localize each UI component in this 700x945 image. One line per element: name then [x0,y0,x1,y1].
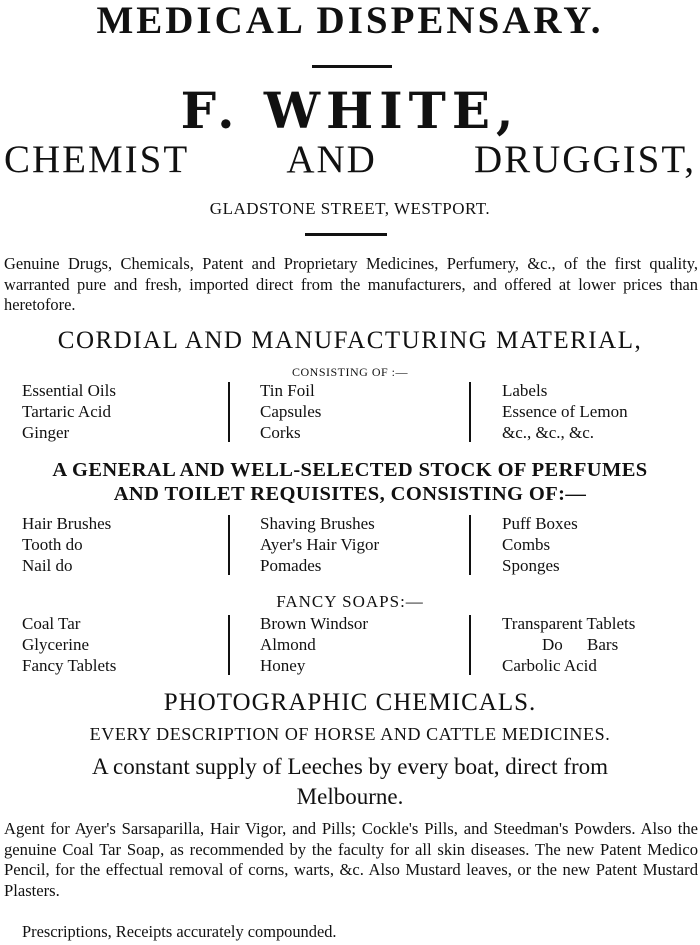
list-item: Puff Boxes [502,514,578,533]
trade-word-and: AND [286,138,377,181]
column-divider [228,382,230,442]
column-divider [469,515,471,575]
prescriptions-line: Prescriptions, Receipts accurately compounded. [22,922,337,941]
list-item: Transparent Tablets [502,614,636,633]
cordial-col-1 [22,380,116,443]
list-item: Glycerine [22,635,90,654]
horse-cattle-heading: EVERY DESCRIPTION OF HORSE AND CATTLE MEDICINES. [89,724,611,744]
list-item: Honey [260,656,306,675]
trade-word-chemist: CHEMIST [4,138,190,181]
list-item: Ginger [22,423,70,442]
perfumes-heading-line-1: A GENERAL AND WELL-SELECTED STOCK OF PERFUMES [52,459,648,481]
list-item: Combs [502,535,551,554]
list-item: Coal Tar [22,614,81,633]
leeches-line-1: A constant supply of Leeches by every boat, direct from [91,754,609,779]
soaps-col-1 [22,613,116,676]
trade-line [0,138,700,182]
list-item: Fancy Tablets [22,656,117,675]
column-divider [469,382,471,442]
list-item: Nail do [22,556,73,575]
cordial-subheading: CONSISTING OF :— [291,365,408,379]
fancy-soaps-heading: FANCY SOAPS:— [276,592,424,611]
cordial-col-2 [260,380,321,443]
list-item: Carbolic Acid [502,656,597,675]
list-item: Ayer's Hair Vigor [260,535,380,554]
list-item: Labels [502,381,548,400]
cordial-col-3 [502,380,628,443]
list-item: &c., &c., &c. [502,423,595,442]
list-item: Essence of Lemon [502,402,628,421]
list-item: Brown Windsor [260,614,369,633]
soaps-col-3 [502,613,635,676]
trade-word-druggist: DRUGGIST, [473,138,696,181]
list-item: Tartaric Acid [22,402,111,421]
perfumes-col-3 [502,513,578,576]
cordial-heading: CORDIAL AND MANUFACTURING MATERIAL, [57,327,643,354]
column-divider [469,615,471,675]
address-line: GLADSTONE STREET, WESTPORT. [209,199,491,218]
proprietor-name: F. WHITE, [180,81,520,140]
column-divider [228,515,230,575]
perfumes-col-1 [22,513,111,576]
list-item: Corks [260,423,301,442]
list-item: Do Bars [542,635,619,654]
list-item: Sponges [502,556,560,575]
leeches-line-2: Melbourne. [296,784,404,809]
soaps-col-2 [260,613,368,676]
column-divider [228,615,230,675]
list-item: Almond [260,635,316,654]
list-item: Capsules [260,402,322,421]
divider-rule [312,65,392,68]
list-item: Pomades [260,556,322,575]
page-title: MEDICAL DISPENSARY. [96,0,604,42]
perfumes-heading-line-2: AND TOILET REQUISITES, CONSISTING OF:— [113,483,587,505]
list-item: Shaving Brushes [260,514,375,533]
intro-paragraph: Genuine Drugs, Chemicals, Patent and Proprietary Medicines, Perfumery, &c., of the first quality, warranted pure and fresh, imported direct from the manufacturers, and offered at lower prices than heretofore. [4,254,698,314]
list-item: Tin Foil [260,381,315,400]
list-item: Tooth do [22,535,83,554]
agent-paragraph: Agent for Ayer's Sarsaparilla, Hair Vigor, and Pills; Cockle's Pills, and Steedman's Powders. Also the genuine Coal Tar Soap, as recommended by the faculty for all skin diseases. The new Patent Medico Pencil, for the effectual removal of corns, warts, &c. Also Mustard leaves, or the new Patent Mustard Plasters. [4,819,698,900]
photographic-heading: PHOTOGRAPHIC CHEMICALS. [163,689,537,716]
perfumes-col-2 [260,513,379,576]
list-item: Hair Brushes [22,514,112,533]
list-item: Essential Oils [22,381,116,400]
divider-rule [305,233,387,236]
